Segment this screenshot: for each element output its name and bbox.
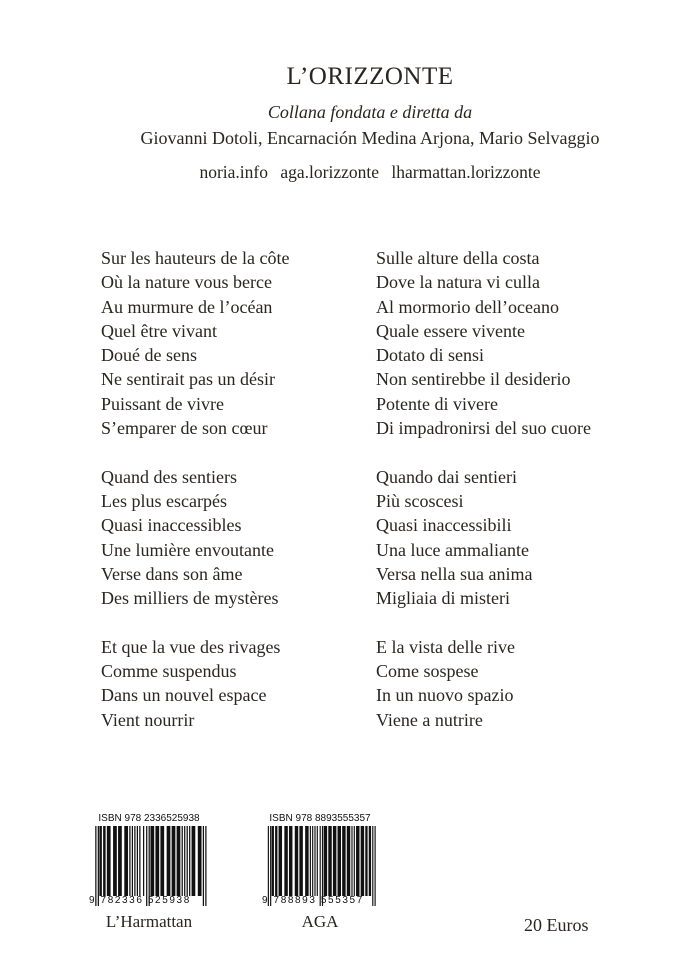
price: 20 Euros: [524, 915, 589, 935]
series-links: [40, 160, 700, 184]
poem-line: In un nuovo spazio: [376, 685, 514, 706]
series-editors: Giovanni Dotoli, Encarnación Medina Arjona, Mario Selvaggio: [140, 128, 600, 148]
stanza: [376, 465, 591, 611]
poem-line: Comme suspendus: [101, 661, 237, 682]
poem-line: Di impadronirsi del suo cuore: [376, 418, 591, 439]
poem-line: Sulle alture della costa: [376, 248, 540, 268]
poem-line: Des milliers de mystères: [101, 588, 279, 609]
publisher-name: AGA: [301, 912, 339, 931]
link-lharmattan: lharmattan.lorizzonte: [391, 162, 541, 182]
poem-line: Quasi inaccessibles: [101, 515, 242, 536]
poem-line: Dotato di sensi: [376, 345, 484, 366]
poem-line: Et que la vue des rivages: [101, 636, 281, 657]
poem-line: Dans un nouvel espace: [101, 685, 267, 706]
poem-line: Doué de sens: [101, 345, 197, 366]
stanza: [376, 246, 591, 440]
poem-line: Verse dans son âme: [101, 563, 243, 584]
barcode-icon: [89, 826, 209, 906]
stanza: [101, 635, 289, 732]
poem-line: Più scoscesi: [376, 490, 464, 511]
poem-line: Puissant de vivre: [101, 393, 224, 414]
poem-line: Quale essere vivente: [376, 320, 525, 341]
stanza: [101, 246, 289, 440]
poem-line: Quasi inaccessibili: [376, 515, 512, 536]
publisher-name: L’Harmattan: [105, 912, 193, 931]
poem-line: Migliaia di misteri: [376, 588, 510, 609]
poem-line: Una luce ammaliante: [376, 539, 529, 560]
poem-line: Les plus escarpés: [101, 490, 227, 511]
poem-line: Versa nella sua anima: [376, 563, 533, 584]
poem-line: Au murmure de l’océan: [101, 296, 273, 317]
poem-line: Al mormorio dell’oceano: [376, 296, 559, 317]
isbn-label: ISBN 978 2336525938: [98, 813, 200, 824]
barcode-lharmattan: [89, 813, 209, 932]
poem-line: E la vista delle rive: [376, 636, 515, 657]
series-title: L’ORIZZONTE: [286, 63, 454, 90]
barcode-digits: 9 782336 525938: [89, 895, 191, 906]
poem-line: Vient nourrir: [101, 709, 195, 730]
poem-line: Viene a nutrire: [376, 709, 483, 730]
link-noria: noria.info: [199, 162, 268, 182]
link-aga: aga.lorizzonte: [280, 162, 379, 182]
poem-french-column: [101, 246, 289, 756]
poem-line: Quel être vivant: [101, 320, 217, 341]
stanza: [376, 635, 591, 732]
stanza: [101, 465, 289, 611]
poem-line: Sur les hauteurs de la côte: [101, 248, 290, 268]
poem-italian-column: [376, 246, 591, 756]
poem-line: S’emparer de son cœur: [101, 418, 268, 439]
poem-line: Où la nature vous berce: [101, 272, 272, 293]
series-header: [0, 62, 700, 184]
poem-line: Ne sentirait pas un désir: [101, 369, 275, 390]
barcode-icon: [262, 826, 378, 906]
poem-line: Quando dai sentieri: [376, 466, 517, 487]
poem-line: Une lumière envoutante: [101, 539, 274, 560]
poem-line: Dove la natura vi culla: [376, 272, 540, 293]
poem-line: Quand des sentiers: [101, 466, 237, 487]
series-subtitle: Collana fondata e diretta da: [267, 102, 473, 122]
barcode-aga: [262, 813, 378, 932]
poem-line: Come sospese: [376, 661, 479, 682]
barcode-digits: 9 788893 555357: [262, 895, 364, 906]
poem-line: Potente di vivere: [376, 393, 498, 414]
poem-line: Non sentirebbe il desiderio: [376, 369, 571, 390]
isbn-label: ISBN 978 8893555357: [269, 813, 371, 824]
